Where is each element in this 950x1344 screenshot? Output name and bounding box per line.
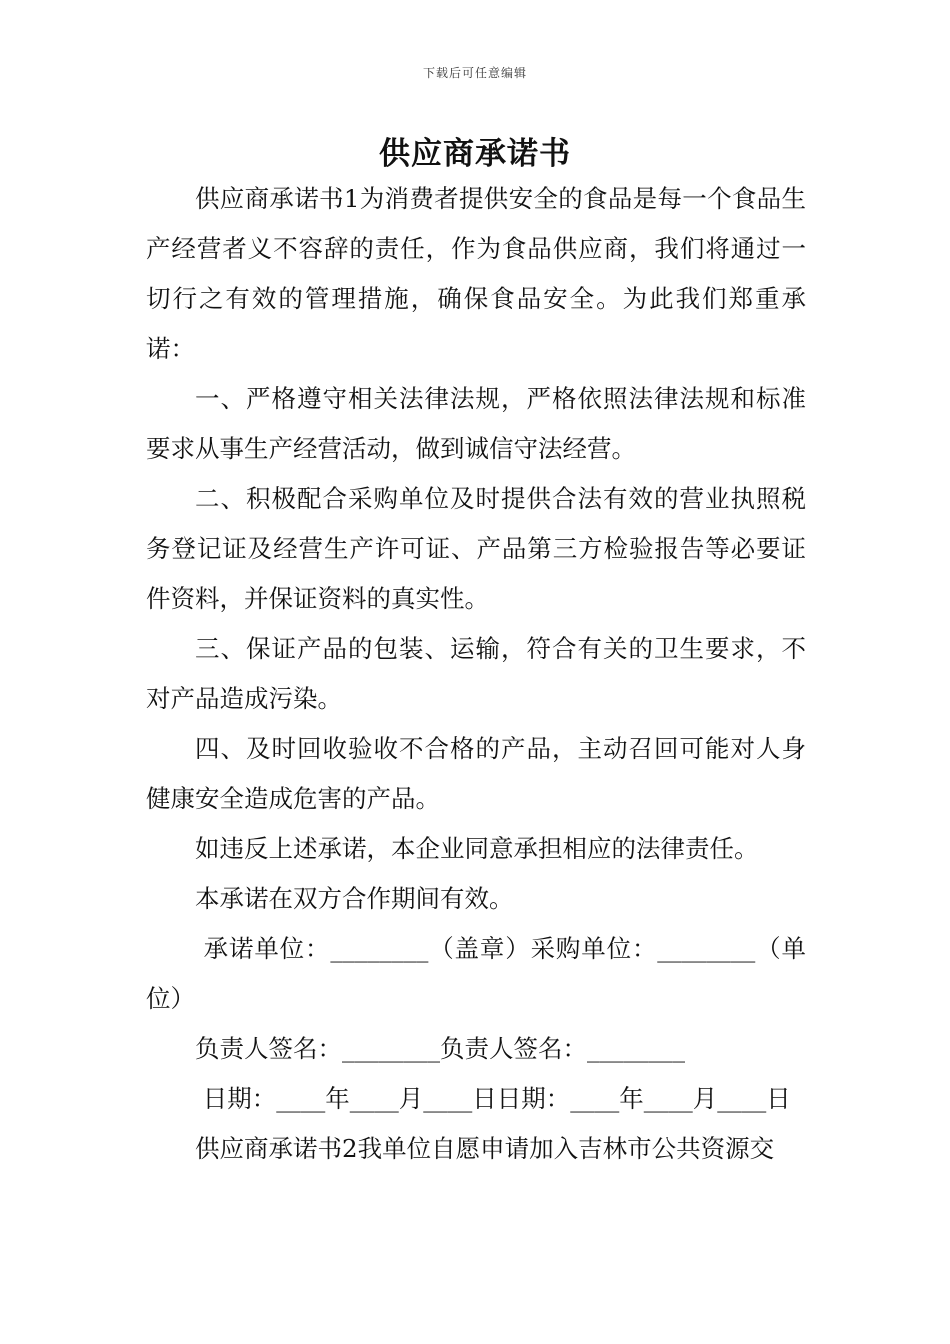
commitment-item-1: 一、严格遵守相关法律法规，严格依照法律法规和标准要求从事生产经营活动，做到诚信守法经营。 xyxy=(146,384,806,463)
next-section-start: 供应商承诺书2我单位自愿申请加入吉林市公共资源交 xyxy=(195,1134,775,1163)
signature-units-line: 承诺单位：________（盖章）采购单位：________（单位） xyxy=(146,934,806,1013)
signature-signers-line: 负责人签名：________负责人签名：________ xyxy=(195,1034,685,1063)
header-note: 下载后可任意编辑 xyxy=(422,66,527,80)
commitment-item-4: 四、及时回收验收不合格的产品，主动召回可能对人身健康安全造成危害的产品。 xyxy=(146,734,806,813)
document-title: 供应商承诺书 xyxy=(379,136,571,172)
intro-paragraph: 供应商承诺书1为消费者提供安全的食品是每一个食品生产经营者义不容辞的责任，作为食品供应商，我们将通过一切行之有效的管理措施，确保食品安全。为此我们郑重承诺： xyxy=(146,184,806,363)
document-body xyxy=(146,174,806,1174)
signature-date-line: 日期：____年____月____日日期：____年____月____日 xyxy=(195,1084,791,1113)
commitment-item-3: 三、保证产品的包装、运输，符合有关的卫生要求，不对产品造成污染。 xyxy=(146,634,806,713)
commitment-item-2: 二、积极配合采购单位及时提供合法有效的营业执照税务登记证及经营生产许可证、产品第三方检验报告等必要证件资料，并保证资料的真实性。 xyxy=(146,484,806,613)
liability-paragraph: 如违反上述承诺，本企业同意承担相应的法律责任。 xyxy=(195,834,759,863)
validity-paragraph: 本承诺在双方合作期间有效。 xyxy=(195,884,514,913)
